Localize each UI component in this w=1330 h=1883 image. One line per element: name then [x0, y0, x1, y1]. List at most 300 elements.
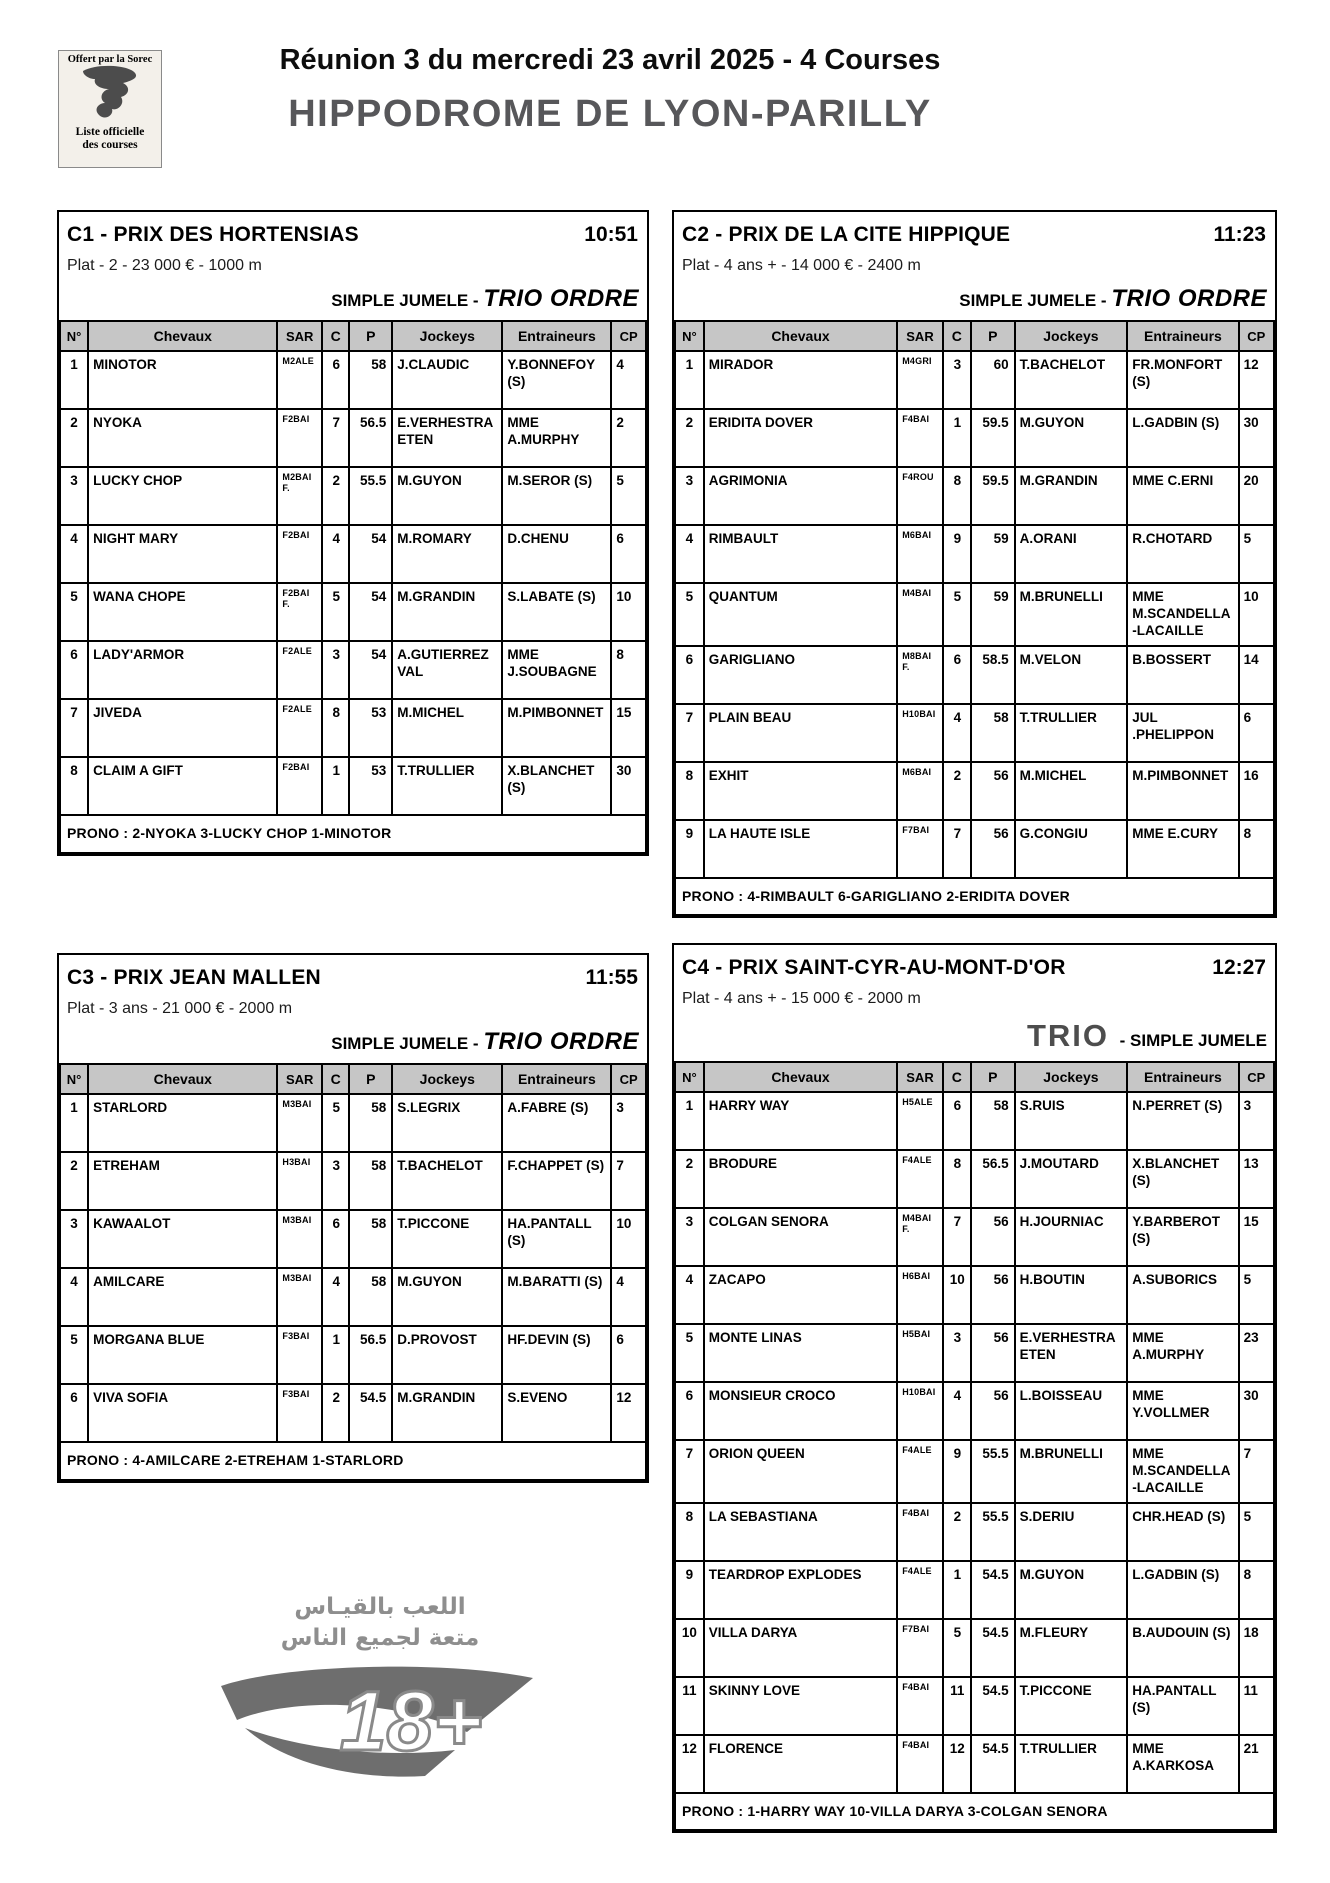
- horse-name: ERIDITA DOVER: [704, 409, 897, 467]
- corde-value: 2: [943, 1503, 971, 1561]
- horse-number: 3: [675, 467, 704, 525]
- horse-name: ETREHAM: [88, 1152, 277, 1210]
- cp-value: 16: [1239, 762, 1274, 820]
- horse-number: 7: [675, 1440, 704, 1503]
- horse-name: TEARDROP EXPLODES: [704, 1561, 897, 1619]
- cp-value: 4: [611, 1268, 646, 1326]
- trainer-name: MME A.MURPHY: [502, 409, 611, 467]
- corde-value: 7: [943, 1208, 971, 1266]
- cp-value: 30: [1239, 409, 1274, 467]
- corde-value: 9: [943, 525, 971, 583]
- column-header-corde-value: C: [322, 321, 350, 351]
- column-header-horse-name: Chevaux: [88, 321, 277, 351]
- column-header-sar-code: SAR: [277, 1064, 322, 1094]
- jockey-name: S.DERIU: [1015, 1503, 1128, 1561]
- table-header-row: [675, 1062, 1274, 1092]
- trainer-name: X.BLANCHET (S): [1127, 1150, 1238, 1208]
- horse-name: MORGANA BLUE: [88, 1326, 277, 1384]
- horse-number: 4: [675, 1266, 704, 1324]
- bet-type-plain: - SIMPLE JUMELE: [1119, 1031, 1267, 1050]
- cp-value: 6: [611, 525, 646, 583]
- jockey-name: M.GRANDIN: [1015, 467, 1128, 525]
- cp-value: 12: [1239, 351, 1274, 409]
- poids-value: 55.5: [349, 467, 392, 525]
- sar-code: F4ALE: [897, 1440, 943, 1503]
- horse-name: CLAIM A GIFT: [88, 757, 277, 815]
- trainer-name: L.GADBIN (S): [1127, 409, 1238, 467]
- bet-types-line: [59, 275, 647, 320]
- race-start-time: 12:27: [1212, 956, 1266, 979]
- column-header-horse-name: Chevaux: [704, 1062, 897, 1092]
- prono-row: [675, 878, 1274, 916]
- poids-value: 56.5: [349, 1326, 392, 1384]
- prono-text: PRONO : 4-AMILCARE 2-ETREHAM 1-STARLORD: [60, 1442, 646, 1480]
- sar-code: H5BAI: [897, 1324, 943, 1382]
- horse-number: 10: [675, 1619, 704, 1677]
- sar-code: F4ALE: [897, 1150, 943, 1208]
- horse-number: 8: [675, 762, 704, 820]
- sar-code: F3BAI: [277, 1326, 322, 1384]
- sorec-logo-caption-bottom: Liste officielle des courses: [75, 126, 145, 152]
- horse-number: 5: [60, 1326, 88, 1384]
- column-header-horse-name: Chevaux: [704, 321, 897, 351]
- sar-code: M3BAI: [277, 1210, 322, 1268]
- horse-name: LA HAUTE ISLE: [704, 820, 897, 878]
- cp-value: 13: [1239, 1150, 1274, 1208]
- corde-value: 1: [322, 1326, 350, 1384]
- trainer-name: MME Y.VOLLMER: [1127, 1382, 1238, 1440]
- column-header-jockey-name: Jockeys: [1015, 1062, 1128, 1092]
- cp-value: 7: [611, 1152, 646, 1210]
- bet-types-line: [59, 1018, 647, 1063]
- horse-name: WANA CHOPE: [88, 583, 277, 641]
- poids-value: 58: [971, 1092, 1015, 1150]
- sar-code: F4ROU: [897, 467, 943, 525]
- corde-value: 8: [943, 1150, 971, 1208]
- trainer-name: MME A.KARKOSA: [1127, 1735, 1238, 1793]
- runner-row: [675, 1382, 1274, 1440]
- age-logo-arabic-line-2: متعة لجميع الناس: [280, 1625, 480, 1652]
- poids-value: 58: [349, 1268, 392, 1326]
- corde-value: 2: [322, 467, 350, 525]
- corde-value: 6: [943, 646, 971, 704]
- runner-row: [675, 1677, 1274, 1735]
- corde-value: 4: [322, 1268, 350, 1326]
- poids-value: 56.5: [971, 1150, 1015, 1208]
- corde-value: 5: [943, 1619, 971, 1677]
- jockey-name: M.GRANDIN: [392, 1384, 502, 1442]
- runner-row: [60, 583, 646, 641]
- sar-code: F2BAI: [277, 525, 322, 583]
- poids-value: 56: [971, 762, 1015, 820]
- column-header-poids-value: P: [971, 1062, 1015, 1092]
- jockey-name: L.BOISSEAU: [1015, 1382, 1128, 1440]
- horse-number: 1: [60, 351, 88, 409]
- runner-row: [675, 1619, 1274, 1677]
- poids-value: 56: [971, 1208, 1015, 1266]
- corde-value: 6: [322, 351, 350, 409]
- cp-value: 30: [1239, 1382, 1274, 1440]
- jockey-name: M.GUYON: [1015, 409, 1128, 467]
- jockey-name: M.ROMARY: [392, 525, 502, 583]
- runner-row: [675, 1150, 1274, 1208]
- trainer-name: Y.BARBEROT (S): [1127, 1208, 1238, 1266]
- horse-number: 9: [675, 820, 704, 878]
- jockey-name: M.GRANDIN: [392, 583, 502, 641]
- jockey-name: S.LEGRIX: [392, 1094, 502, 1152]
- sar-code: M2ALE: [277, 351, 322, 409]
- jockey-name: E.VERHESTRAETEN: [392, 409, 502, 467]
- horse-number: 2: [675, 409, 704, 467]
- jockey-name: H.BOUTIN: [1015, 1266, 1128, 1324]
- horse-name: NYOKA: [88, 409, 277, 467]
- poids-value: 58.5: [971, 646, 1015, 704]
- corde-value: 5: [322, 583, 350, 641]
- trainer-name: HF.DEVIN (S): [502, 1326, 611, 1384]
- jockey-name: E.VERHESTRAETEN: [1015, 1324, 1128, 1382]
- sar-code: H10BAI: [897, 1382, 943, 1440]
- cp-value: 5: [1239, 1266, 1274, 1324]
- jockey-name: H.JOURNIAC: [1015, 1208, 1128, 1266]
- poids-value: 54.5: [971, 1561, 1015, 1619]
- poids-value: 58: [349, 1210, 392, 1268]
- document-header: [135, 44, 1085, 136]
- horse-number: 5: [60, 583, 88, 641]
- jockey-name: D.PROVOST: [392, 1326, 502, 1384]
- horse-name: MINOTOR: [88, 351, 277, 409]
- runner-row: [675, 525, 1274, 583]
- horse-number: 3: [675, 1208, 704, 1266]
- sar-code: F4BAI: [897, 1735, 943, 1793]
- race-header: [59, 955, 647, 992]
- trainer-name: S.EVENO: [502, 1384, 611, 1442]
- runners-table: [59, 1063, 647, 1481]
- bet-type-plain: SIMPLE JUMELE -: [331, 1034, 484, 1053]
- horse-number: 12: [675, 1735, 704, 1793]
- runner-row: [675, 1324, 1274, 1382]
- jockey-name: M.FLEURY: [1015, 1619, 1128, 1677]
- trainer-name: MME E.CURY: [1127, 820, 1238, 878]
- trainer-name: MME M.SCANDELLA-LACAILLE: [1127, 1440, 1238, 1503]
- cp-value: 10: [1239, 583, 1274, 646]
- trainer-name: L.GADBIN (S): [1127, 1561, 1238, 1619]
- runner-row: [60, 525, 646, 583]
- jockey-name: T.PICCONE: [1015, 1677, 1128, 1735]
- horse-number: 7: [60, 699, 88, 757]
- column-header-trainer-name: Entraineurs: [1127, 321, 1238, 351]
- jockey-name: M.BRUNELLI: [1015, 1440, 1128, 1503]
- prono-row: [60, 1442, 646, 1480]
- age-18-logo: [208, 1592, 552, 1791]
- sar-code: M3BAI: [277, 1268, 322, 1326]
- bet-type-plain: SIMPLE JUMELE -: [331, 291, 484, 310]
- horse-name: MONTE LINAS: [704, 1324, 897, 1382]
- trainer-name: MME C.ERNI: [1127, 467, 1238, 525]
- horse-name: KAWAALOT: [88, 1210, 277, 1268]
- column-header-jockey-name: Jockeys: [392, 321, 502, 351]
- column-header-horse-number: N°: [675, 321, 704, 351]
- runner-row: [60, 467, 646, 525]
- runner-row: [60, 641, 646, 699]
- horse-number: 2: [675, 1150, 704, 1208]
- cp-value: 7: [1239, 1440, 1274, 1503]
- corde-value: 6: [322, 1210, 350, 1268]
- cp-value: 8: [1239, 820, 1274, 878]
- runner-row: [60, 1094, 646, 1152]
- column-header-cp-value: CP: [611, 321, 646, 351]
- corde-value: 11: [943, 1677, 971, 1735]
- poids-value: 56: [971, 1382, 1015, 1440]
- horse-name: AMILCARE: [88, 1268, 277, 1326]
- bet-type-emph: TRIO ORDRE: [1111, 285, 1267, 312]
- cp-value: 10: [611, 583, 646, 641]
- horse-name: LADY'ARMOR: [88, 641, 277, 699]
- race-panel-c1: [57, 210, 649, 856]
- horse-name: COLGAN SENORA: [704, 1208, 897, 1266]
- runner-row: [675, 409, 1274, 467]
- poids-value: 56: [971, 1266, 1015, 1324]
- runner-row: [675, 1266, 1274, 1324]
- corde-value: 6: [943, 1092, 971, 1150]
- poids-value: 58: [971, 704, 1015, 762]
- horse-name: FLORENCE: [704, 1735, 897, 1793]
- venue-title: HIPPODROME DE LYON-PARILLY: [288, 93, 932, 135]
- runner-row: [60, 757, 646, 815]
- sar-code: M4BAI: [897, 583, 943, 646]
- column-header-poids-value: P: [349, 321, 392, 351]
- runner-row: [60, 1152, 646, 1210]
- runner-row: [675, 704, 1274, 762]
- column-header-horse-number: N°: [60, 321, 88, 351]
- cp-value: 18: [1239, 1619, 1274, 1677]
- runner-row: [60, 351, 646, 409]
- runner-row: [675, 1440, 1274, 1503]
- trainer-name: MME A.MURPHY: [1127, 1324, 1238, 1382]
- race-panel-c3: [57, 953, 649, 1483]
- poids-value: 55.5: [971, 1503, 1015, 1561]
- race-start-time: 11:55: [585, 966, 638, 989]
- trainer-name: MME J.SOUBAGNE: [502, 641, 611, 699]
- jockey-name: M.MICHEL: [1015, 762, 1128, 820]
- horse-number: 5: [675, 583, 704, 646]
- corde-value: 4: [943, 1382, 971, 1440]
- runner-row: [675, 1208, 1274, 1266]
- runner-row: [60, 699, 646, 757]
- column-header-jockey-name: Jockeys: [1015, 321, 1128, 351]
- poids-value: 56: [971, 820, 1015, 878]
- runner-row: [675, 820, 1274, 878]
- poids-value: 54: [349, 583, 392, 641]
- prono-text: PRONO : 1-HARRY WAY 10-VILLA DARYA 3-COLGAN SENORA: [675, 1793, 1274, 1831]
- runner-row: [675, 583, 1274, 646]
- sar-code: M4BAI F.: [897, 1208, 943, 1266]
- horse-number: 11: [675, 1677, 704, 1735]
- corde-value: 1: [322, 757, 350, 815]
- runners-table: [674, 320, 1275, 916]
- horse-number: 8: [60, 757, 88, 815]
- horse-name: GARIGLIANO: [704, 646, 897, 704]
- trainer-name: X.BLANCHET (S): [502, 757, 611, 815]
- jockey-name: T.PICCONE: [392, 1210, 502, 1268]
- horse-name: MONSIEUR CROCO: [704, 1382, 897, 1440]
- poids-value: 54.5: [971, 1619, 1015, 1677]
- table-header-row: [60, 321, 646, 351]
- trainer-name: HA.PANTALL (S): [1127, 1677, 1238, 1735]
- cp-value: 3: [611, 1094, 646, 1152]
- cp-value: 6: [611, 1326, 646, 1384]
- trainer-name: A.FABRE (S): [502, 1094, 611, 1152]
- runners-table: [59, 320, 647, 854]
- race-header: [59, 212, 647, 249]
- race-conditions: Plat - 2 - 23 000 € - 1000 m: [67, 257, 262, 274]
- trainer-name: M.SEROR (S): [502, 467, 611, 525]
- race-conditions: Plat - 3 ans - 21 000 € - 2000 m: [67, 1000, 293, 1017]
- corde-value: 10: [943, 1266, 971, 1324]
- poids-value: 54.5: [349, 1384, 392, 1442]
- runner-row: [60, 1326, 646, 1384]
- sar-code: H10BAI: [897, 704, 943, 762]
- poids-value: 58: [349, 351, 392, 409]
- sar-code: F3BAI: [277, 1384, 322, 1442]
- corde-value: 1: [943, 1561, 971, 1619]
- jockey-name: M.BRUNELLI: [1015, 583, 1128, 646]
- race-title: C1 - PRIX DES HORTENSIAS: [67, 223, 359, 246]
- cp-value: 20: [1239, 467, 1274, 525]
- bet-type-emph: TRIO ORDRE: [483, 1028, 639, 1055]
- runner-row: [675, 351, 1274, 409]
- column-header-cp-value: CP: [611, 1064, 646, 1094]
- cp-value: 3: [1239, 1092, 1274, 1150]
- cp-value: 14: [1239, 646, 1274, 704]
- column-header-trainer-name: Entraineurs: [1127, 1062, 1238, 1092]
- sorec-logo-caption-top: Offert par la Sorec: [67, 54, 153, 65]
- corde-value: 3: [322, 641, 350, 699]
- cp-value: 2: [611, 409, 646, 467]
- cp-value: 6: [1239, 704, 1274, 762]
- runner-row: [675, 762, 1274, 820]
- horse-number: 4: [60, 1268, 88, 1326]
- horse-number: 4: [675, 525, 704, 583]
- horse-name: JIVEDA: [88, 699, 277, 757]
- sar-code: F4BAI: [897, 1677, 943, 1735]
- corde-value: 8: [322, 699, 350, 757]
- trainer-name: MME M.SCANDELLA-LACAILLE: [1127, 583, 1238, 646]
- prono-row: [675, 1793, 1274, 1831]
- runner-row: [675, 646, 1274, 704]
- jockey-name: T.BACHELOT: [392, 1152, 502, 1210]
- trainer-name: JUL .PHELIPPON: [1127, 704, 1238, 762]
- column-header-trainer-name: Entraineurs: [502, 1064, 611, 1094]
- jockey-name: J.MOUTARD: [1015, 1150, 1128, 1208]
- sar-code: F2BAI: [277, 409, 322, 467]
- corde-value: 3: [943, 351, 971, 409]
- race-conditions: Plat - 4 ans + - 15 000 € - 2000 m: [682, 990, 921, 1007]
- poids-value: 56: [971, 1324, 1015, 1382]
- cp-value: 21: [1239, 1735, 1274, 1793]
- horse-number: 1: [60, 1094, 88, 1152]
- race-start-time: 10:51: [584, 223, 638, 246]
- column-header-sar-code: SAR: [277, 321, 322, 351]
- prono-row: [60, 815, 646, 853]
- poids-value: 53: [349, 699, 392, 757]
- column-header-horse-number: N°: [675, 1062, 704, 1092]
- column-header-poids-value: P: [349, 1064, 392, 1094]
- poids-value: 54.5: [971, 1735, 1015, 1793]
- trainer-name: M.PIMBONNET: [502, 699, 611, 757]
- bet-type-plain: SIMPLE JUMELE -: [959, 291, 1112, 310]
- corde-value: 5: [322, 1094, 350, 1152]
- race-title: C3 - PRIX JEAN MALLEN: [67, 966, 321, 989]
- poids-value: 55.5: [971, 1440, 1015, 1503]
- corde-value: 2: [943, 762, 971, 820]
- horse-name: STARLORD: [88, 1094, 277, 1152]
- prono-text: PRONO : 2-NYOKA 3-LUCKY CHOP 1-MINOTOR: [60, 815, 646, 853]
- corde-value: 12: [943, 1735, 971, 1793]
- column-header-corde-value: C: [943, 321, 971, 351]
- horse-number: 3: [60, 467, 88, 525]
- sar-code: F7BAI: [897, 820, 943, 878]
- poids-value: 60: [971, 351, 1015, 409]
- runner-row: [675, 1092, 1274, 1150]
- race-title: C2 - PRIX DE LA CITE HIPPIQUE: [682, 223, 1011, 246]
- trainer-name: CHR.HEAD (S): [1127, 1503, 1238, 1561]
- corde-value: 7: [943, 820, 971, 878]
- cp-value: 12: [611, 1384, 646, 1442]
- trainer-name: A.SUBORICS: [1127, 1266, 1238, 1324]
- sar-code: M2BAI F.: [277, 467, 322, 525]
- horse-name: VIVA SOFIA: [88, 1384, 277, 1442]
- sar-code: F2BAI: [277, 757, 322, 815]
- jockey-name: M.MICHEL: [392, 699, 502, 757]
- horse-name: LUCKY CHOP: [88, 467, 277, 525]
- corde-value: 8: [943, 467, 971, 525]
- jockey-name: M.GUYON: [392, 1268, 502, 1326]
- corde-value: 9: [943, 1440, 971, 1503]
- race-panel-c4: [672, 943, 1277, 1833]
- horse-number: 4: [60, 525, 88, 583]
- jockey-name: J.CLAUDIC: [392, 351, 502, 409]
- corde-value: 3: [322, 1152, 350, 1210]
- column-header-corde-value: C: [322, 1064, 350, 1094]
- sar-code: M4GRI: [897, 351, 943, 409]
- jockey-name: M.GUYON: [392, 467, 502, 525]
- horse-number: 6: [60, 641, 88, 699]
- sar-code: M3BAI: [277, 1094, 322, 1152]
- horse-name: EXHIT: [704, 762, 897, 820]
- race-panel-c2: [672, 210, 1277, 918]
- jockey-name: T.TRULLIER: [1015, 1735, 1128, 1793]
- sar-code: F4BAI: [897, 409, 943, 467]
- cp-value: 15: [1239, 1208, 1274, 1266]
- age-logo-swoosh: [208, 1658, 552, 1791]
- corde-value: 4: [322, 525, 350, 583]
- horse-name: SKINNY LOVE: [704, 1677, 897, 1735]
- jockey-name: M.VELON: [1015, 646, 1128, 704]
- horse-name: ZACAPO: [704, 1266, 897, 1324]
- horse-number: 9: [675, 1561, 704, 1619]
- corde-value: 4: [943, 704, 971, 762]
- horse-number: 3: [60, 1210, 88, 1268]
- poids-value: 56.5: [349, 409, 392, 467]
- poids-value: 58: [349, 1094, 392, 1152]
- trainer-name: S.LABATE (S): [502, 583, 611, 641]
- race-start-time: 11:23: [1213, 223, 1266, 246]
- poids-value: 59.5: [971, 467, 1015, 525]
- runner-row: [60, 1210, 646, 1268]
- trainer-name: F.CHAPPET (S): [502, 1152, 611, 1210]
- horse-name: QUANTUM: [704, 583, 897, 646]
- runner-row: [675, 1561, 1274, 1619]
